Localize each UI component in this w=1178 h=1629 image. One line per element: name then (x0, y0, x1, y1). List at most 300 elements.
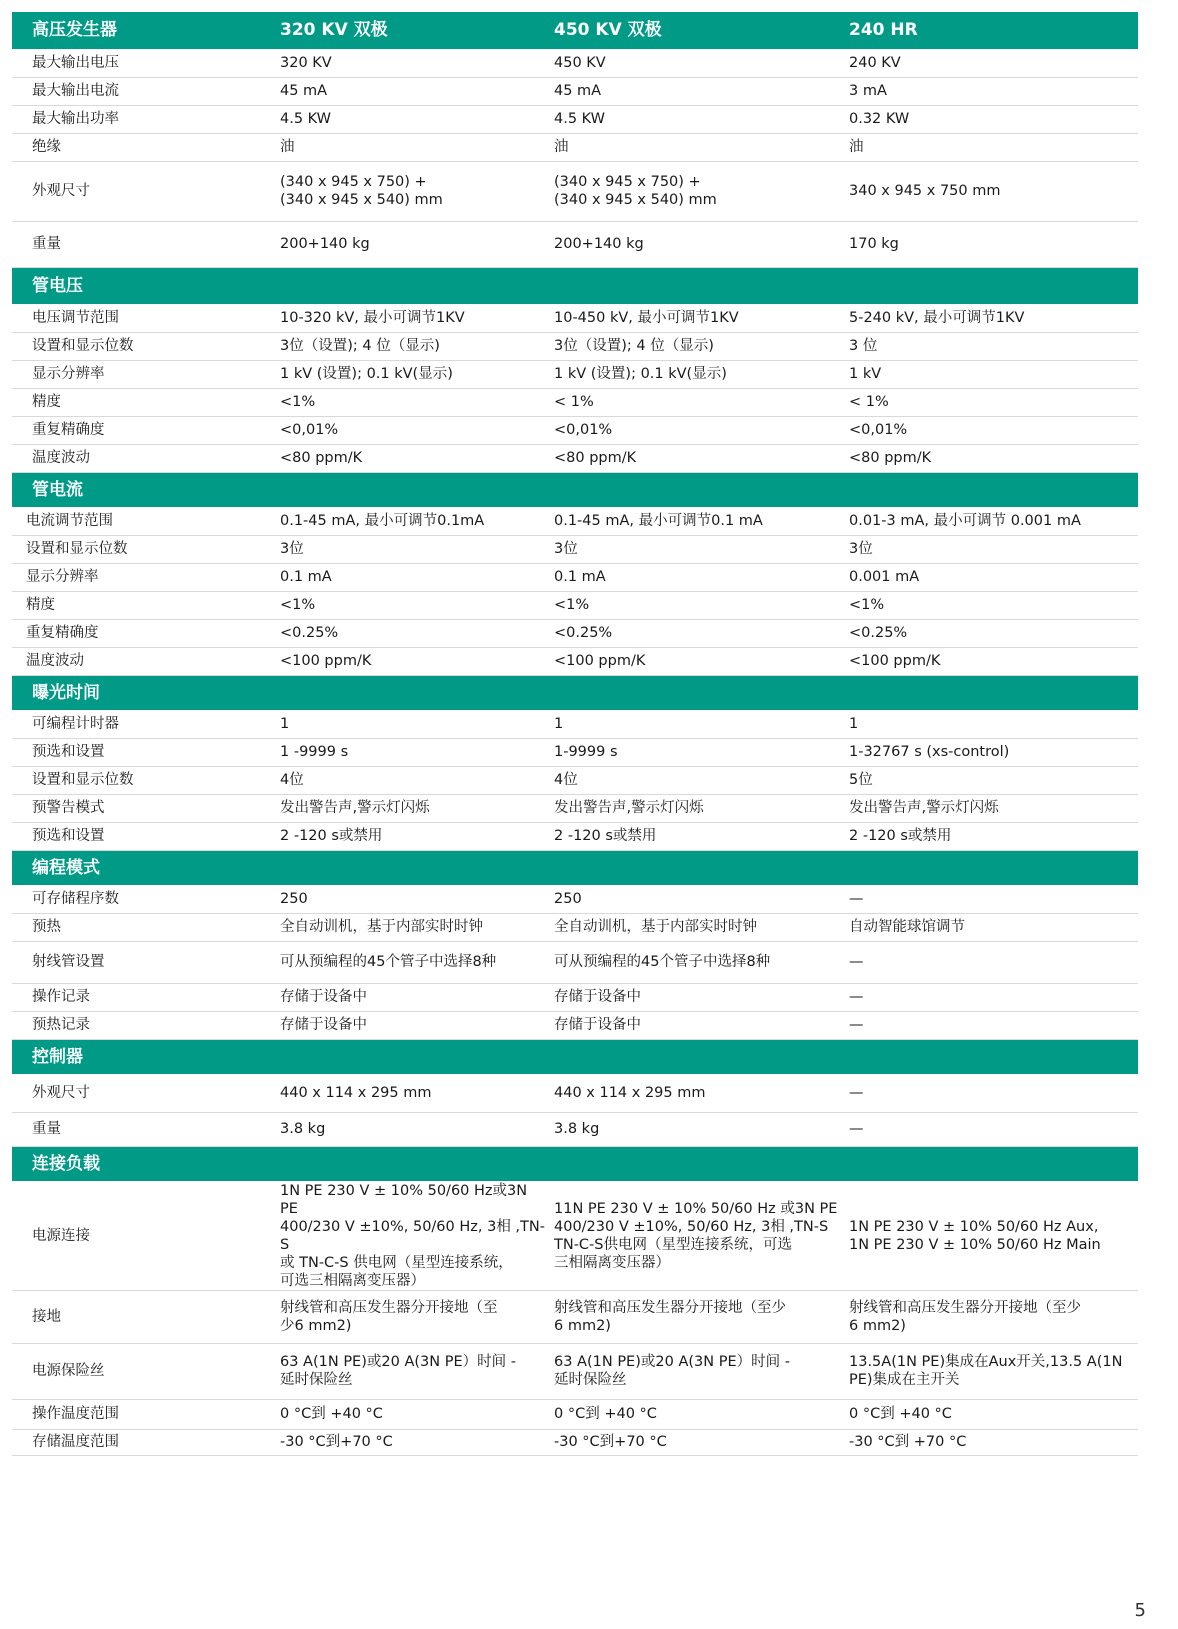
spec-value-cell (274, 444, 548, 472)
spec-value-cell (548, 710, 843, 738)
spec-value-cell (548, 1399, 843, 1429)
spec-value: 0.001 mA (849, 569, 920, 585)
spec-value-cell (274, 388, 548, 416)
spec-value-cell (274, 535, 548, 563)
spec-value-cell (843, 619, 1138, 647)
spec-value: 0.32 KW (849, 111, 910, 127)
spec-value-cell (843, 161, 1138, 221)
spec-label: 绝缘 (12, 133, 274, 161)
spec-value: 1 (554, 716, 564, 732)
spec-row (12, 822, 1138, 850)
spec-value: 1 (280, 716, 290, 732)
spec-row (12, 1112, 1138, 1146)
column-header (548, 472, 843, 507)
column-header (274, 675, 548, 710)
spec-value-cell (548, 1429, 843, 1455)
spec-row (12, 535, 1138, 563)
spec-value: <80 ppm/K (280, 450, 363, 466)
spec-row (12, 563, 1138, 591)
spec-value-cell (274, 983, 548, 1011)
spec-value-cell (274, 619, 548, 647)
spec-value-cell (274, 1181, 548, 1290)
spec-label: 存储温度范围 (12, 1429, 274, 1455)
spec-value-cell (274, 885, 548, 913)
spec-row (12, 983, 1138, 1011)
spec-row (12, 49, 1138, 77)
spec-value: 45 mA (554, 83, 602, 99)
spec-value: 3位 (849, 541, 873, 557)
spec-value: 0 °C到 +40 °C (849, 1406, 952, 1422)
spec-value-cell (843, 360, 1138, 388)
spec-value-cell (548, 49, 843, 77)
spec-value-cell (843, 710, 1138, 738)
spec-value: 3 位 (849, 338, 878, 354)
spec-value-cell (548, 77, 843, 105)
spec-value: 4位 (280, 772, 304, 788)
spec-value-cell (548, 1011, 843, 1039)
spec-label: 电流调节范围 (12, 507, 274, 535)
spec-value: 3位（设置); 4 位（显示) (280, 338, 440, 354)
spec-value-cell (548, 221, 843, 267)
spec-label: 预选和设置 (12, 738, 274, 766)
spec-value: <100 ppm/K (554, 653, 646, 669)
spec-value: 1 kV (设置); 0.1 kV(显示) (280, 366, 453, 382)
spec-value-cell (548, 161, 843, 221)
spec-value-cell (843, 444, 1138, 472)
spec-value-cell (274, 161, 548, 221)
spec-label: 精度 (12, 388, 274, 416)
spec-value-cell (548, 619, 843, 647)
spec-value-cell (548, 360, 843, 388)
spec-row (12, 738, 1138, 766)
spec-value: 全自动训机，基于内部实时时钟 (554, 919, 757, 935)
spec-value-cell (548, 332, 843, 360)
spec-value-cell (274, 49, 548, 77)
spec-value-cell (548, 794, 843, 822)
spec-row (12, 1429, 1138, 1455)
spec-value: 射线管和高压发生器分开接地（至少 6 mm2) (554, 1299, 786, 1334)
spec-value-cell (274, 710, 548, 738)
spec-value: — (849, 1017, 864, 1033)
spec-row (12, 619, 1138, 647)
spec-value-cell (548, 304, 843, 332)
spec-value: 1N PE 230 V ± 10% 50/60 Hz Aux, 1N PE 230 V ± 10% 50/60 Hz Main (849, 1218, 1101, 1253)
spec-value-cell (843, 507, 1138, 535)
spec-value: <0.25% (849, 625, 908, 641)
spec-value: 射线管和高压发生器分开接地（至 少6 mm2) (280, 1299, 498, 1334)
spec-row (12, 304, 1138, 332)
spec-value-cell (274, 360, 548, 388)
section-header (12, 675, 1138, 710)
spec-label: 最大输出功率 (12, 105, 274, 133)
spec-label: 电源连接 (12, 1181, 274, 1290)
spec-value: <0.25% (554, 625, 613, 641)
spec-row (12, 507, 1138, 535)
spec-value: <80 ppm/K (849, 450, 932, 466)
spec-value: 0.1-45 mA, 最小可调节0.1 mA (554, 513, 763, 529)
spec-value: 发出警告声,警示灯闪烁 (280, 800, 430, 816)
spec-row (12, 1290, 1138, 1343)
spec-value: 5-240 kV, 最小可调节1KV (849, 310, 1025, 326)
spec-value: 0 °C到 +40 °C (280, 1406, 383, 1422)
spec-value-cell (274, 794, 548, 822)
section-header (12, 850, 1138, 885)
spec-value: 440 x 114 x 295 mm (554, 1085, 706, 1101)
spec-label: 预选和设置 (12, 822, 274, 850)
spec-value-cell (274, 332, 548, 360)
spec-value-cell (274, 416, 548, 444)
spec-value-cell (548, 591, 843, 619)
spec-value: 4位 (554, 772, 578, 788)
spec-label: 最大输出电流 (12, 77, 274, 105)
spec-value: (340 x 945 x 750) + (340 x 945 x 540) mm (554, 174, 717, 208)
spec-value-cell (843, 535, 1138, 563)
spec-value: <1% (280, 394, 316, 410)
spec-value-cell (843, 221, 1138, 267)
spec-value-cell (843, 913, 1138, 941)
spec-value: 3 mA (849, 83, 887, 99)
spec-value: 2 -120 s或禁用 (554, 828, 657, 844)
spec-value: 3位（设置); 4 位（显示) (554, 338, 714, 354)
spec-row (12, 1074, 1138, 1112)
spec-value: <0,01% (554, 422, 613, 438)
spec-value: (340 x 945 x 750) + (340 x 945 x 540) mm (280, 174, 443, 208)
spec-value-cell (548, 766, 843, 794)
spec-value: 存储于设备中 (280, 989, 367, 1005)
spec-label: 射线管设置 (12, 941, 274, 983)
spec-row (12, 794, 1138, 822)
spec-value: — (849, 891, 864, 907)
spec-label: 操作温度范围 (12, 1399, 274, 1429)
spec-value-cell (274, 941, 548, 983)
spec-value: 油 (554, 139, 569, 155)
spec-value: 3.8 kg (280, 1121, 326, 1137)
spec-row (12, 1181, 1138, 1290)
spec-value: 4.5 KW (280, 111, 331, 127)
spec-value: 45 mA (280, 83, 328, 99)
spec-label: 设置和显示位数 (12, 535, 274, 563)
spec-value: 63 A(1N PE)或20 A(3N PE）时间 - 延时保险丝 (554, 1354, 790, 1388)
spec-label: 重量 (12, 1112, 274, 1146)
column-header (274, 1039, 548, 1074)
spec-value-cell (274, 822, 548, 850)
spec-value-cell (843, 885, 1138, 913)
spec-value: 320 KV (280, 55, 332, 71)
spec-value-cell (274, 563, 548, 591)
spec-label: 设置和显示位数 (12, 332, 274, 360)
spec-value-cell (843, 388, 1138, 416)
spec-value: <1% (554, 597, 590, 613)
spec-value: 0.01-3 mA, 最小可调节 0.001 mA (849, 513, 1081, 529)
spec-value: 5位 (849, 772, 873, 788)
spec-row (12, 913, 1138, 941)
spec-value-cell (548, 941, 843, 983)
spec-value-cell (548, 563, 843, 591)
spec-value-cell (843, 304, 1138, 332)
spec-value: — (849, 1121, 864, 1137)
spec-value-cell (548, 105, 843, 133)
spec-value-cell (274, 77, 548, 105)
spec-value: <1% (849, 597, 885, 613)
spec-value: 240 KV (849, 55, 901, 71)
spec-value: 200+140 kg (554, 236, 644, 252)
section-title: 编程模式 (12, 850, 274, 885)
spec-value: 1 (849, 716, 859, 732)
spec-row (12, 161, 1138, 221)
section-title: 管电压 (12, 267, 274, 304)
spec-row (12, 360, 1138, 388)
spec-value-cell (843, 133, 1138, 161)
spec-value: 射线管和高压发生器分开接地（至少 6 mm2) (849, 1299, 1081, 1334)
column-header (843, 850, 1138, 885)
spec-value: 340 x 945 x 750 mm (849, 183, 1001, 199)
section-header (12, 12, 1138, 49)
spec-value: 1 kV (设置); 0.1 kV(显示) (554, 366, 727, 382)
spec-value: <100 ppm/K (849, 653, 941, 669)
spec-row (12, 647, 1138, 675)
spec-label: 最大输出电压 (12, 49, 274, 77)
spec-value-cell (274, 647, 548, 675)
column-header (548, 1146, 843, 1181)
spec-value: 自动智能球馆调节 (849, 919, 965, 935)
column-header (843, 1146, 1138, 1181)
spec-value-cell (548, 647, 843, 675)
section-header (12, 1146, 1138, 1181)
spec-value: -30 °C到 +70 °C (849, 1434, 967, 1450)
spec-value: 10-320 kV, 最小可调节1KV (280, 310, 465, 326)
spec-value: 4.5 KW (554, 111, 605, 127)
spec-value: 1-32767 s (xs-control) (849, 744, 1010, 760)
spec-value-cell (548, 535, 843, 563)
column-header (843, 675, 1138, 710)
spec-row (12, 416, 1138, 444)
spec-value-cell (548, 822, 843, 850)
column-header (843, 1039, 1138, 1074)
spec-value: 0.1 mA (554, 569, 606, 585)
spec-value-cell (843, 1112, 1138, 1146)
spec-label: 可编程计时器 (12, 710, 274, 738)
spec-value: 1N PE 230 V ± 10% 50/60 Hz或3N PE 400/230 V ±10%, 50/60 Hz, 3相 ,TN-S 或 TN-C-S 供电网（星型连接系统， 可选三相隔离变压器） (280, 1182, 545, 1289)
spec-value-cell (843, 1011, 1138, 1039)
spec-value: 0 °C到 +40 °C (554, 1406, 657, 1422)
spec-value-cell (843, 1290, 1138, 1343)
spec-label: 外观尺寸 (12, 161, 274, 221)
spec-value-cell (548, 1343, 843, 1399)
section-title: 控制器 (12, 1039, 274, 1074)
column-header (274, 1146, 548, 1181)
spec-label: 电源保险丝 (12, 1343, 274, 1399)
spec-value-cell (274, 1399, 548, 1429)
spec-value-cell (548, 388, 843, 416)
spec-row (12, 221, 1138, 267)
spec-value-cell (843, 105, 1138, 133)
spec-value: 0.1-45 mA, 最小可调节0.1mA (280, 513, 485, 529)
spec-label: 预警告模式 (12, 794, 274, 822)
spec-value-cell (274, 766, 548, 794)
spec-value: -30 °C到+70 °C (554, 1434, 667, 1450)
spec-label: 预热记录 (12, 1011, 274, 1039)
spec-value-cell (548, 983, 843, 1011)
spec-value: < 1% (849, 394, 889, 410)
spec-label: 重量 (12, 221, 274, 267)
spec-value-cell (843, 983, 1138, 1011)
spec-value-cell (274, 1290, 548, 1343)
spec-row (12, 332, 1138, 360)
spec-label: 外观尺寸 (12, 1074, 274, 1112)
spec-value-cell (274, 304, 548, 332)
spec-value: < 1% (554, 394, 594, 410)
spec-value: <1% (280, 597, 316, 613)
spec-value: 可从预编程的45个管子中选择8种 (280, 954, 497, 970)
spec-value-cell (843, 766, 1138, 794)
spec-value-cell (274, 1074, 548, 1112)
spec-value: 450 KV (554, 55, 606, 71)
spec-value: <100 ppm/K (280, 653, 372, 669)
column-header (548, 1039, 843, 1074)
spec-value: 2 -120 s或禁用 (849, 828, 952, 844)
spec-value: 250 (554, 891, 582, 907)
spec-value-cell (548, 1112, 843, 1146)
spec-value: — (849, 989, 864, 1005)
spec-value-cell (843, 1399, 1138, 1429)
spec-value-cell (274, 591, 548, 619)
spec-value: <80 ppm/K (554, 450, 637, 466)
section-title: 曝光时间 (12, 675, 274, 710)
spec-value-cell (843, 416, 1138, 444)
spec-label: 显示分辨率 (12, 563, 274, 591)
spec-value-cell (548, 444, 843, 472)
spec-value-cell (843, 1181, 1138, 1290)
spec-value-cell (843, 1074, 1138, 1112)
section-title: 连接负载 (12, 1146, 274, 1181)
spec-value: 油 (849, 139, 864, 155)
spec-value: 存储于设备中 (280, 1017, 367, 1033)
spec-value-cell (843, 738, 1138, 766)
column-header (274, 267, 548, 304)
spec-value-cell (274, 1112, 548, 1146)
column-header (274, 472, 548, 507)
spec-row (12, 941, 1138, 983)
column-header: 450 KV 双极 (548, 12, 843, 49)
spec-value-cell (548, 507, 843, 535)
spec-value: 11N PE 230 V ± 10% 50/60 Hz 或3N PE 400/230 V ±10%, 50/60 Hz, 3相 ,TN-S TN-C-S供电网（星型连接系统，可选 三相隔离变压器） (554, 1200, 838, 1271)
spec-value-cell (843, 941, 1138, 983)
spec-value: <0.25% (280, 625, 339, 641)
spec-label: 温度波动 (12, 647, 274, 675)
spec-value: — (849, 954, 864, 970)
spec-value-cell (274, 738, 548, 766)
spec-row (12, 591, 1138, 619)
spec-value-cell (843, 822, 1138, 850)
spec-value: 3位 (280, 541, 304, 557)
spec-value: 3.8 kg (554, 1121, 600, 1137)
spec-value-cell (548, 913, 843, 941)
spec-value: 13.5A(1N PE)集成在Aux开关,13.5 A(1N PE)集成在主开关 (849, 1354, 1123, 1388)
spec-value-cell (274, 1429, 548, 1455)
spec-label: 精度 (12, 591, 274, 619)
spec-row (12, 77, 1138, 105)
spec-value: 440 x 114 x 295 mm (280, 1085, 432, 1101)
spec-value: 200+140 kg (280, 236, 370, 252)
section-header (12, 267, 1138, 304)
spec-row (12, 444, 1138, 472)
section-header (12, 472, 1138, 507)
spec-value-cell (548, 1074, 843, 1112)
column-header (548, 675, 843, 710)
spec-value: 存储于设备中 (554, 989, 641, 1005)
column-header (274, 850, 548, 885)
spec-value: 全自动训机，基于内部实时时钟 (280, 919, 483, 935)
column-header (843, 472, 1138, 507)
spec-value-cell (274, 105, 548, 133)
column-header: 320 KV 双极 (274, 12, 548, 49)
spec-value: 发出警告声,警示灯闪烁 (554, 800, 704, 816)
spec-label: 操作记录 (12, 983, 274, 1011)
spec-value-cell (843, 647, 1138, 675)
spec-label: 可存储程序数 (12, 885, 274, 913)
spec-value: 2 -120 s或禁用 (280, 828, 383, 844)
spec-value-cell (274, 913, 548, 941)
spec-row (12, 885, 1138, 913)
spec-row (12, 133, 1138, 161)
spec-value-cell (274, 221, 548, 267)
spec-value: -30 °C到+70 °C (280, 1434, 393, 1450)
spec-label: 接地 (12, 1290, 274, 1343)
spec-row (12, 710, 1138, 738)
section-header (12, 1039, 1138, 1074)
spec-label: 预热 (12, 913, 274, 941)
spec-label: 重复精确度 (12, 619, 274, 647)
spec-value: 170 kg (849, 236, 899, 252)
spec-row (12, 1399, 1138, 1429)
spec-value-cell (843, 1343, 1138, 1399)
spec-value-cell (843, 794, 1138, 822)
spec-label: 温度波动 (12, 444, 274, 472)
spec-row (12, 1011, 1138, 1039)
column-header (843, 267, 1138, 304)
column-header (548, 850, 843, 885)
spec-value-cell (843, 563, 1138, 591)
spec-value-cell (548, 885, 843, 913)
spec-row (12, 1343, 1138, 1399)
spec-value: 250 (280, 891, 308, 907)
section-title: 管电流 (12, 472, 274, 507)
spec-table (12, 12, 1138, 1456)
spec-row (12, 105, 1138, 133)
spec-row (12, 766, 1138, 794)
spec-value-cell (548, 416, 843, 444)
spec-value: 3位 (554, 541, 578, 557)
spec-label: 设置和显示位数 (12, 766, 274, 794)
spec-value-cell (548, 738, 843, 766)
section-title: 高压发生器 (12, 12, 274, 49)
spec-label: 显示分辨率 (12, 360, 274, 388)
spec-value-cell (843, 49, 1138, 77)
spec-value-cell (843, 77, 1138, 105)
spec-row (12, 388, 1138, 416)
spec-value: 10-450 kV, 最小可调节1KV (554, 310, 739, 326)
spec-value: <0,01% (280, 422, 339, 438)
page-number: 5 (1134, 1600, 1146, 1621)
spec-value: — (849, 1085, 864, 1101)
spec-value: <0,01% (849, 422, 908, 438)
spec-value-cell (274, 1011, 548, 1039)
spec-value-cell (548, 133, 843, 161)
spec-value-cell (843, 1429, 1138, 1455)
spec-value-cell (843, 591, 1138, 619)
spec-value-cell (548, 1290, 843, 1343)
spec-value: 0.1 mA (280, 569, 332, 585)
